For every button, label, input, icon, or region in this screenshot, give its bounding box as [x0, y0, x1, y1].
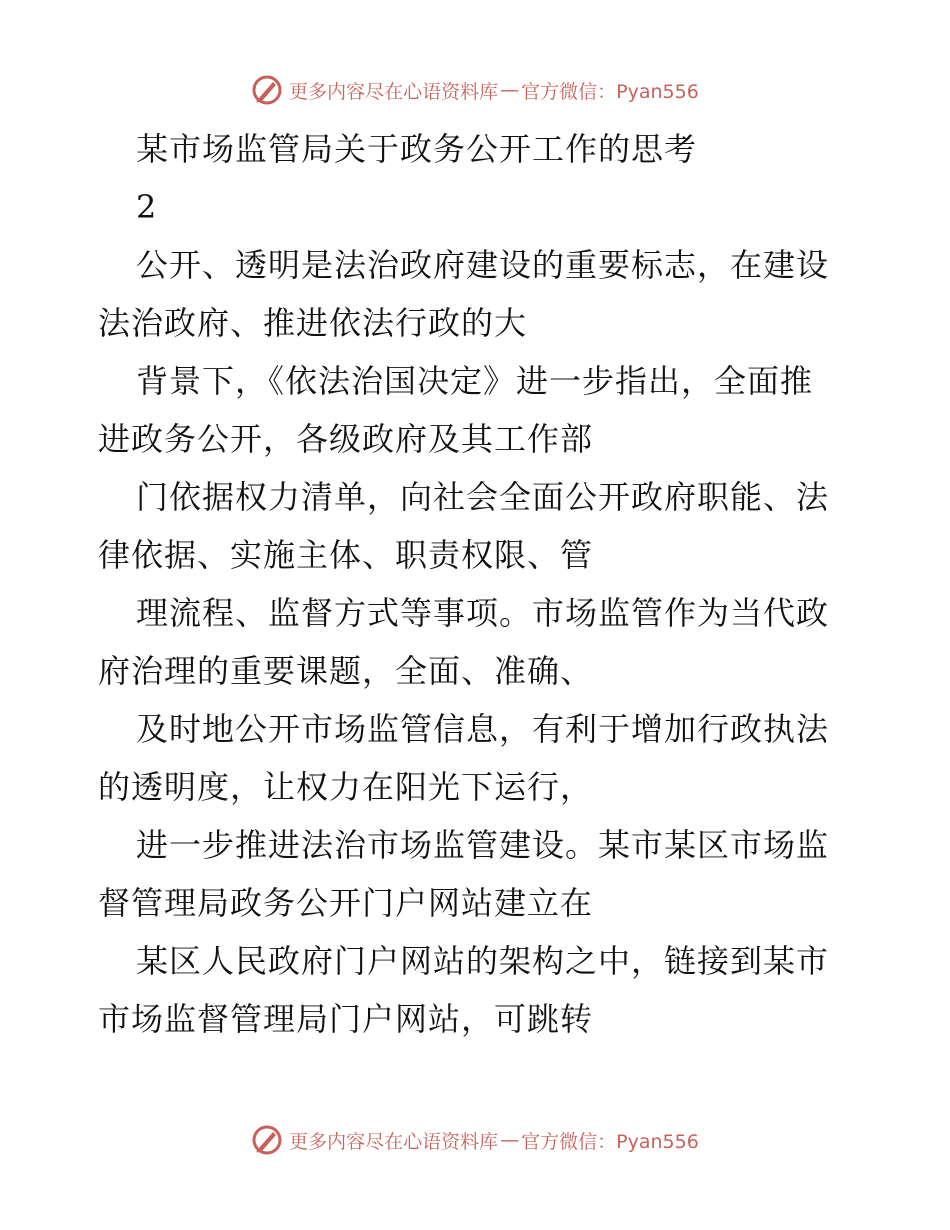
document-body [98, 120, 858, 1048]
paragraph-line: 某区人民政府门户网站的架构之中，链接到某市 [136, 942, 830, 980]
footer-watermark [0, 1120, 950, 1160]
watermark-text: 更多内容尽在心语资料库 [289, 1130, 499, 1153]
paragraph-line: 的透明度，让权力在阳光下运行， [98, 768, 594, 806]
watermark-dash: — [500, 79, 520, 101]
page-number: 2 [136, 188, 158, 226]
paragraph-line: 背景下，《依法治国决定》进一步指出，全面推 [136, 362, 814, 400]
quill-pen-icon [251, 1124, 283, 1156]
paragraph-line: 市场监督管理局门户网站，可跳转 [98, 1000, 594, 1038]
header-watermark [0, 70, 950, 110]
paragraph-line: 法治政府、推进依法行政的大 [98, 304, 528, 342]
paragraph-line: 进政务公开，各级政府及其工作部 [98, 420, 594, 458]
paragraph-line: 进一步推进法治市场监管建设。某市某区市场监 [136, 826, 830, 864]
paragraph-line: 理流程、监督方式等事项。市场监管作为当代政 [136, 594, 830, 632]
paragraph-line: 律依据、实施主体、职责权限、管 [98, 536, 594, 574]
watermark-contact: 官方微信：Pyan556 [521, 80, 699, 103]
paragraph-line: 及时地公开市场监管信息，有利于增加行政执法 [136, 710, 830, 748]
paragraph-line: 门依据权力清单，向社会全面公开政府职能、法 [136, 478, 830, 516]
quill-pen-icon [251, 74, 283, 106]
paragraph-line: 府治理的重要课题，全面、准确、 [98, 652, 594, 690]
watermark-text: 更多内容尽在心语资料库 [289, 80, 499, 103]
watermark-dash: — [500, 1129, 520, 1151]
paragraph-line: 公开、透明是法治政府建设的重要标志，在建设 [136, 246, 830, 284]
document-title: 某市场监管局关于政务公开工作的思考 [136, 130, 698, 168]
paragraph-line: 督管理局政务公开门户网站建立在 [98, 884, 594, 922]
watermark-contact: 官方微信：Pyan556 [521, 1130, 699, 1153]
